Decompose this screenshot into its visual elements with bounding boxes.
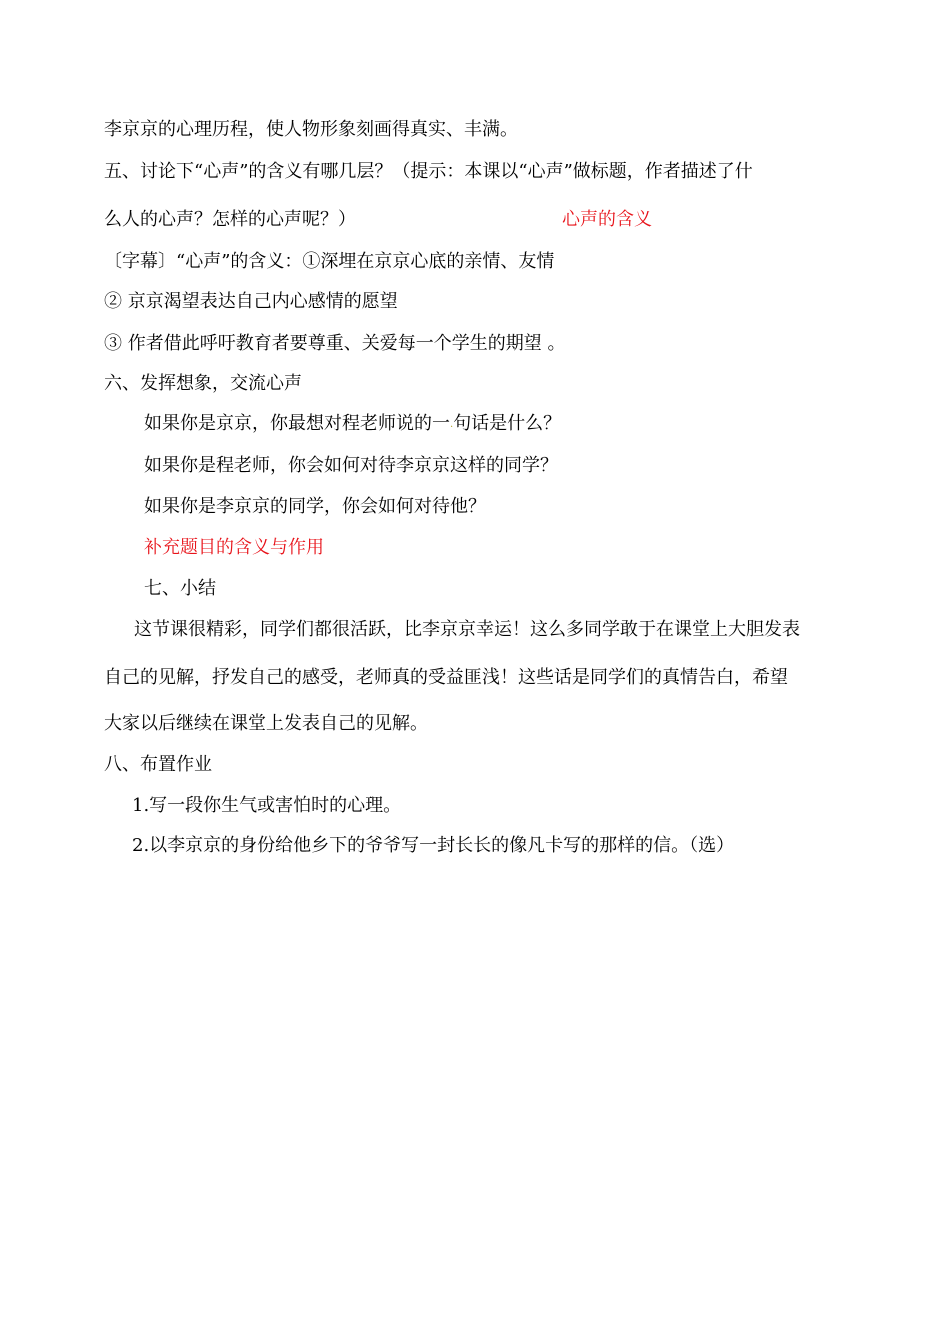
- section-7-heading: 七、小结: [144, 578, 216, 599]
- question-1-part-b: 句话是什么？: [453, 413, 562, 434]
- question-2: 如果你是程老师，你会如何对待李京京这样的同学？: [144, 455, 558, 476]
- point-2: ② 京京渴望表达自己内心感情的愿望: [104, 291, 398, 312]
- summary-line-1: 这节课很精彩，同学们都很活跃，比李京京幸运！这么多同学敢于在课堂上大胆发表: [134, 619, 800, 640]
- section-5-continued: 么人的心声？怎样的心声呢？）: [104, 209, 356, 230]
- summary-line-3: 大家以后继续在课堂上发表自己的见解。: [104, 713, 428, 734]
- subtitle-line: 〔字幕〕“心声”的含义：①深埋在京京心底的亲情、友情: [104, 251, 555, 272]
- red-note-meaning: 心声的含义: [562, 209, 652, 230]
- stray-mark: .: [450, 419, 454, 430]
- summary-line-2: 自己的见解，抒发自己的感受，老师真的受益匪浅！这些话是同学们的真情告白，希望: [104, 667, 788, 688]
- question-1: [144, 412, 561, 437]
- section-6-heading: 六、发挥想象，交流心声: [104, 373, 302, 394]
- homework-1: 1.写一段你生气或害怕时的心理。: [132, 795, 402, 816]
- section-5-heading: 五、讨论下“心声”的含义有哪几层？（提示：本课以“心声”做标题，作者描述了什: [104, 161, 753, 182]
- section-8-heading: 八、布置作业: [104, 754, 212, 775]
- homework-2: 2.以李京京的身份给他乡下的爷爷写一封长长的像凡卡写的那样的信。（选）: [132, 835, 735, 856]
- question-3: 如果你是李京京的同学，你会如何对待他？: [144, 496, 486, 517]
- point-3: ③ 作者借此呼吁教育者要尊重、关爱每一个学生的期望 。: [104, 333, 566, 354]
- red-note-title: 补充题目的含义与作用: [144, 537, 324, 558]
- question-1-part-a: 如果你是京京，你最想对程老师说的一: [144, 413, 450, 434]
- text-line-1: 李京京的心理历程，使人物形象刻画得真实、丰满。: [104, 119, 518, 140]
